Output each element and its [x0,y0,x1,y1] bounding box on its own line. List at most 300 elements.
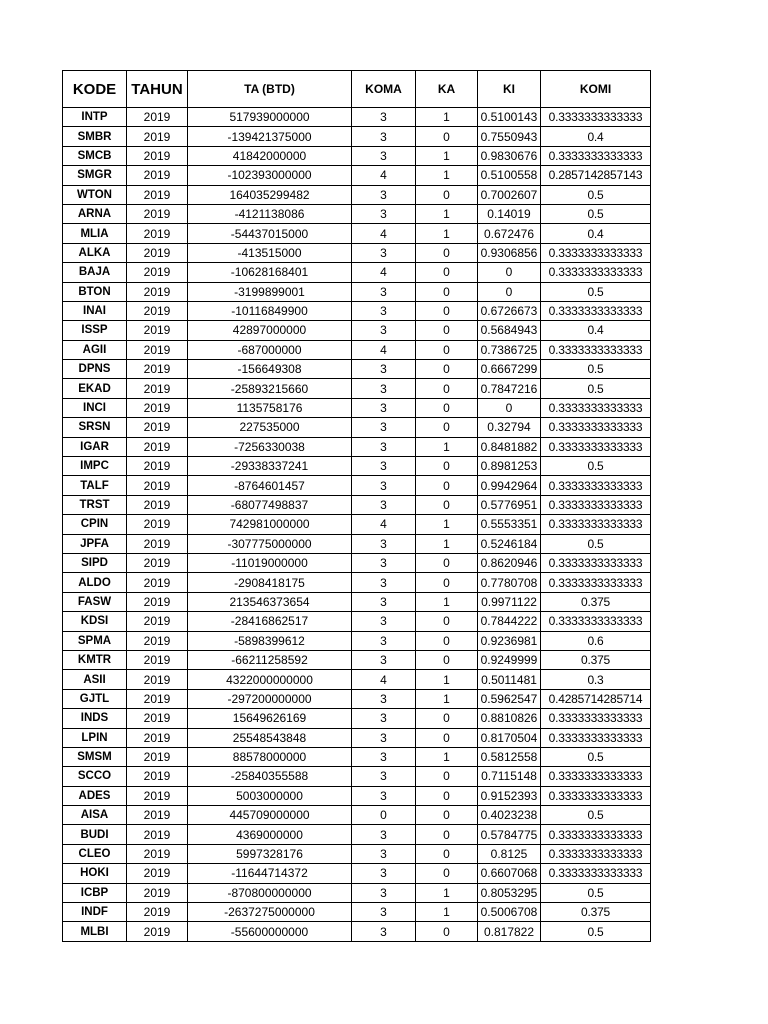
cell-komi: 0.5 [541,379,651,398]
cell-ka: 0 [416,418,478,437]
cell-ka: 1 [416,146,478,165]
cell-tahun: 2019 [127,321,188,340]
cell-ka: 0 [416,728,478,747]
cell-koma: 3 [352,108,416,127]
cell-tahun: 2019 [127,398,188,417]
cell-ta: -25893215660 [188,379,352,398]
cell-ka: 0 [416,825,478,844]
cell-ki: 0.8981253 [478,457,541,476]
cell-tahun: 2019 [127,340,188,359]
cell-ta: -66211258592 [188,650,352,669]
cell-komi: 0.6 [541,631,651,650]
cell-ki: 0.7386725 [478,340,541,359]
cell-ka: 0 [416,573,478,592]
cell-komi: 0.5 [541,457,651,476]
cell-ka: 0 [416,398,478,417]
cell-ka: 0 [416,922,478,941]
cell-kode: MLIA [63,224,127,243]
table-row [63,553,651,572]
cell-ka: 0 [416,786,478,805]
cell-ki: 0.9830676 [478,146,541,165]
cell-komi: 0.5 [541,922,651,941]
cell-koma: 3 [352,301,416,320]
cell-tahun: 2019 [127,243,188,262]
cell-ki: 0.8810826 [478,709,541,728]
cell-kode: KMTR [63,650,127,669]
cell-kode: TALF [63,476,127,495]
cell-kode: INCI [63,398,127,417]
cell-komi: 0.3333333333333 [541,108,651,127]
cell-ka: 0 [416,631,478,650]
table-row [63,146,651,165]
cell-koma: 3 [352,418,416,437]
cell-komi: 0.3333333333333 [541,767,651,786]
cell-kode: BAJA [63,263,127,282]
cell-ka: 0 [416,379,478,398]
table-row [63,728,651,747]
cell-tahun: 2019 [127,631,188,650]
cell-koma: 3 [352,243,416,262]
cell-ka: 0 [416,806,478,825]
cell-kode: CPIN [63,515,127,534]
cell-kode: MLBI [63,922,127,941]
cell-koma: 3 [352,883,416,902]
cell-ki: 0.8481882 [478,437,541,456]
cell-ta: -68077498837 [188,495,352,514]
cell-koma: 3 [352,553,416,572]
cell-koma: 3 [352,825,416,844]
cell-kode: ALDO [63,573,127,592]
cell-ta: 42897000000 [188,321,352,340]
cell-kode: AISA [63,806,127,825]
cell-tahun: 2019 [127,185,188,204]
cell-tahun: 2019 [127,864,188,883]
cell-tahun: 2019 [127,204,188,223]
cell-ka: 1 [416,515,478,534]
cell-komi: 0.375 [541,903,651,922]
cell-ki: 0.9152393 [478,786,541,805]
cell-koma: 3 [352,844,416,863]
cell-ki: 0.32794 [478,418,541,437]
cell-kode: ALKA [63,243,127,262]
cell-koma: 3 [352,146,416,165]
cell-kode: IMPC [63,457,127,476]
cell-tahun: 2019 [127,903,188,922]
cell-ki: 0.5246184 [478,534,541,553]
cell-ta: -297200000000 [188,689,352,708]
header-komi: KOMI [541,71,651,108]
cell-kode: SMCB [63,146,127,165]
table-row [63,709,651,728]
cell-ta: -3199899001 [188,282,352,301]
cell-komi: 0.4285714285714 [541,689,651,708]
cell-ka: 0 [416,553,478,572]
cell-ki: 0.817822 [478,922,541,941]
cell-ta: 88578000000 [188,747,352,766]
cell-kode: SCCO [63,767,127,786]
cell-kode: IGAR [63,437,127,456]
cell-ta: -4121138086 [188,204,352,223]
cell-ka: 0 [416,301,478,320]
table-row [63,243,651,262]
table-row [63,379,651,398]
cell-ka: 1 [416,883,478,902]
cell-ki: 0.9942964 [478,476,541,495]
cell-komi: 0.5 [541,883,651,902]
cell-kode: FASW [63,592,127,611]
table-row [63,747,651,766]
cell-kode: SIPD [63,553,127,572]
cell-ka: 1 [416,108,478,127]
cell-ta: -10628168401 [188,263,352,282]
table-row [63,437,651,456]
cell-ta: -7256330038 [188,437,352,456]
cell-tahun: 2019 [127,728,188,747]
cell-ka: 0 [416,476,478,495]
table-row [63,631,651,650]
cell-tahun: 2019 [127,592,188,611]
cell-ka: 0 [416,844,478,863]
cell-komi: 0.3333333333333 [541,825,651,844]
cell-kode: INAI [63,301,127,320]
cell-kode: TRST [63,495,127,514]
cell-ki: 0 [478,398,541,417]
cell-tahun: 2019 [127,379,188,398]
cell-tahun: 2019 [127,108,188,127]
cell-tahun: 2019 [127,612,188,631]
cell-kode: ADES [63,786,127,805]
cell-tahun: 2019 [127,457,188,476]
cell-komi: 0.3 [541,670,651,689]
cell-koma: 4 [352,670,416,689]
cell-ki: 0.5812558 [478,747,541,766]
cell-ka: 0 [416,263,478,282]
cell-ki: 0.5011481 [478,670,541,689]
table-row [63,340,651,359]
cell-ki: 0 [478,282,541,301]
cell-ka: 0 [416,127,478,146]
cell-ki: 0.6667299 [478,360,541,379]
cell-kode: AGII [63,340,127,359]
cell-komi: 0.4 [541,321,651,340]
table-row [63,864,651,883]
cell-ta: 227535000 [188,418,352,437]
table-row [63,922,651,941]
table-row [63,282,651,301]
cell-ki: 0.8125 [478,844,541,863]
cell-ka: 0 [416,495,478,514]
cell-tahun: 2019 [127,146,188,165]
header-row [63,71,651,108]
cell-koma: 3 [352,747,416,766]
cell-ta: -156649308 [188,360,352,379]
cell-komi: 0.3333333333333 [541,573,651,592]
cell-kode: ASII [63,670,127,689]
header-tahun: TAHUN [127,71,188,108]
cell-koma: 3 [352,689,416,708]
table-row [63,592,651,611]
cell-koma: 3 [352,650,416,669]
cell-tahun: 2019 [127,553,188,572]
cell-ki: 0.7115148 [478,767,541,786]
table-row [63,844,651,863]
cell-koma: 3 [352,631,416,650]
cell-komi: 0.3333333333333 [541,553,651,572]
cell-ta: 5997328176 [188,844,352,863]
table-row [63,127,651,146]
header-ta: TA (BTD) [188,71,352,108]
cell-ka: 0 [416,767,478,786]
cell-ki: 0.9971122 [478,592,541,611]
cell-komi: 0.5 [541,747,651,766]
table-row [63,612,651,631]
cell-ki: 0.5784775 [478,825,541,844]
cell-komi: 0.4 [541,127,651,146]
cell-koma: 3 [352,903,416,922]
cell-ta: 25548543848 [188,728,352,747]
cell-ki: 0.7002607 [478,185,541,204]
cell-komi: 0.4 [541,224,651,243]
table-row [63,418,651,437]
cell-tahun: 2019 [127,263,188,282]
cell-ta: -307775000000 [188,534,352,553]
data-table [62,70,651,942]
cell-ki: 0.8053295 [478,883,541,902]
cell-komi: 0.3333333333333 [541,398,651,417]
cell-koma: 3 [352,864,416,883]
cell-komi: 0.3333333333333 [541,340,651,359]
cell-koma: 3 [352,379,416,398]
cell-ka: 0 [416,321,478,340]
cell-ta: -139421375000 [188,127,352,146]
cell-komi: 0.3333333333333 [541,476,651,495]
cell-kode: CLEO [63,844,127,863]
cell-ta: -10116849900 [188,301,352,320]
cell-ki: 0.6607068 [478,864,541,883]
table-row [63,301,651,320]
cell-tahun: 2019 [127,301,188,320]
cell-tahun: 2019 [127,573,188,592]
cell-komi: 0.5 [541,534,651,553]
cell-ta: 1135758176 [188,398,352,417]
cell-koma: 0 [352,806,416,825]
cell-tahun: 2019 [127,806,188,825]
cell-koma: 3 [352,127,416,146]
cell-ka: 1 [416,747,478,766]
cell-kode: EKAD [63,379,127,398]
cell-ta: -11644714372 [188,864,352,883]
cell-komi: 0.375 [541,592,651,611]
cell-komi: 0.3333333333333 [541,786,651,805]
cell-komi: 0.5 [541,360,651,379]
cell-tahun: 2019 [127,534,188,553]
cell-koma: 3 [352,592,416,611]
cell-komi: 0.3333333333333 [541,728,651,747]
cell-tahun: 2019 [127,418,188,437]
cell-tahun: 2019 [127,747,188,766]
cell-koma: 3 [352,573,416,592]
cell-tahun: 2019 [127,650,188,669]
cell-koma: 3 [352,185,416,204]
cell-ki: 0.5006708 [478,903,541,922]
cell-ka: 0 [416,360,478,379]
cell-kode: ICBP [63,883,127,902]
cell-koma: 4 [352,224,416,243]
cell-koma: 3 [352,360,416,379]
cell-ki: 0.5776951 [478,495,541,514]
cell-tahun: 2019 [127,844,188,863]
cell-kode: SMGR [63,166,127,185]
cell-komi: 0.3333333333333 [541,612,651,631]
cell-ki: 0.5962547 [478,689,541,708]
cell-ka: 0 [416,185,478,204]
table-row [63,204,651,223]
table-body [63,108,651,942]
cell-tahun: 2019 [127,922,188,941]
cell-tahun: 2019 [127,437,188,456]
cell-tahun: 2019 [127,360,188,379]
table-row [63,515,651,534]
cell-koma: 3 [352,495,416,514]
table-row [63,457,651,476]
cell-ta: 15649626169 [188,709,352,728]
cell-ta: -687000000 [188,340,352,359]
header-ka: KA [416,71,478,108]
cell-ka: 0 [416,243,478,262]
cell-tahun: 2019 [127,883,188,902]
cell-tahun: 2019 [127,224,188,243]
cell-koma: 3 [352,321,416,340]
cell-tahun: 2019 [127,767,188,786]
cell-ka: 0 [416,282,478,301]
cell-kode: BTON [63,282,127,301]
cell-ta: -413515000 [188,243,352,262]
cell-koma: 4 [352,340,416,359]
table-row [63,825,651,844]
cell-ta: -870800000000 [188,883,352,902]
cell-komi: 0.3333333333333 [541,844,651,863]
cell-ki: 0.6726673 [478,301,541,320]
cell-komi: 0.3333333333333 [541,263,651,282]
cell-ta: 5003000000 [188,786,352,805]
cell-ka: 1 [416,224,478,243]
cell-ka: 0 [416,709,478,728]
cell-ta: -102393000000 [188,166,352,185]
cell-tahun: 2019 [127,689,188,708]
header-ki: KI [478,71,541,108]
table-row [63,108,651,127]
cell-ta: 445709000000 [188,806,352,825]
cell-ka: 1 [416,903,478,922]
cell-komi: 0.3333333333333 [541,146,651,165]
cell-komi: 0.3333333333333 [541,301,651,320]
table-row [63,185,651,204]
table-row [63,263,651,282]
cell-koma: 4 [352,263,416,282]
cell-ta: -2908418175 [188,573,352,592]
cell-koma: 3 [352,204,416,223]
cell-koma: 3 [352,534,416,553]
cell-ki: 0.14019 [478,204,541,223]
cell-ki: 0.7844222 [478,612,541,631]
cell-komi: 0.5 [541,806,651,825]
table-row [63,767,651,786]
cell-ta: 41842000000 [188,146,352,165]
cell-komi: 0.3333333333333 [541,495,651,514]
cell-ta: 213546373654 [188,592,352,611]
table-row [63,398,651,417]
table-row [63,903,651,922]
cell-ta: -2637275000000 [188,903,352,922]
cell-kode: SMSM [63,747,127,766]
cell-ta: -29338337241 [188,457,352,476]
cell-ka: 1 [416,437,478,456]
cell-komi: 0.5 [541,282,651,301]
cell-komi: 0.3333333333333 [541,709,651,728]
cell-tahun: 2019 [127,825,188,844]
cell-tahun: 2019 [127,515,188,534]
cell-ki: 0.4023238 [478,806,541,825]
cell-ta: -11019000000 [188,553,352,572]
cell-koma: 3 [352,728,416,747]
cell-koma: 3 [352,786,416,805]
cell-kode: SMBR [63,127,127,146]
cell-ka: 1 [416,689,478,708]
cell-kode: GJTL [63,689,127,708]
header-koma: KOMA [352,71,416,108]
cell-ta: 4322000000000 [188,670,352,689]
table-row [63,806,651,825]
cell-ka: 0 [416,650,478,669]
cell-ta: -5898399612 [188,631,352,650]
cell-ta: -25840355588 [188,767,352,786]
table-row [63,534,651,553]
cell-ta: 4369000000 [188,825,352,844]
cell-koma: 3 [352,282,416,301]
cell-koma: 3 [352,612,416,631]
cell-ki: 0.7550943 [478,127,541,146]
cell-kode: INDF [63,903,127,922]
cell-komi: 0.3333333333333 [541,418,651,437]
cell-komi: 0.3333333333333 [541,243,651,262]
cell-komi: 0.3333333333333 [541,515,651,534]
cell-ta: -8764601457 [188,476,352,495]
cell-ta: 164035299482 [188,185,352,204]
cell-koma: 4 [352,515,416,534]
table-row [63,786,651,805]
table-row [63,670,651,689]
cell-ki: 0.5100558 [478,166,541,185]
cell-ki: 0.672476 [478,224,541,243]
cell-koma: 3 [352,476,416,495]
table-row [63,495,651,514]
cell-ki: 0.8620946 [478,553,541,572]
cell-ka: 1 [416,534,478,553]
cell-ta: -54437015000 [188,224,352,243]
cell-tahun: 2019 [127,495,188,514]
cell-ka: 1 [416,592,478,611]
cell-kode: KDSI [63,612,127,631]
cell-koma: 4 [352,166,416,185]
cell-ki: 0.8170504 [478,728,541,747]
cell-tahun: 2019 [127,127,188,146]
cell-ki: 0.5553351 [478,515,541,534]
header-kode: KODE [63,71,127,108]
cell-kode: DPNS [63,360,127,379]
cell-koma: 3 [352,398,416,417]
cell-koma: 3 [352,457,416,476]
table-row [63,166,651,185]
